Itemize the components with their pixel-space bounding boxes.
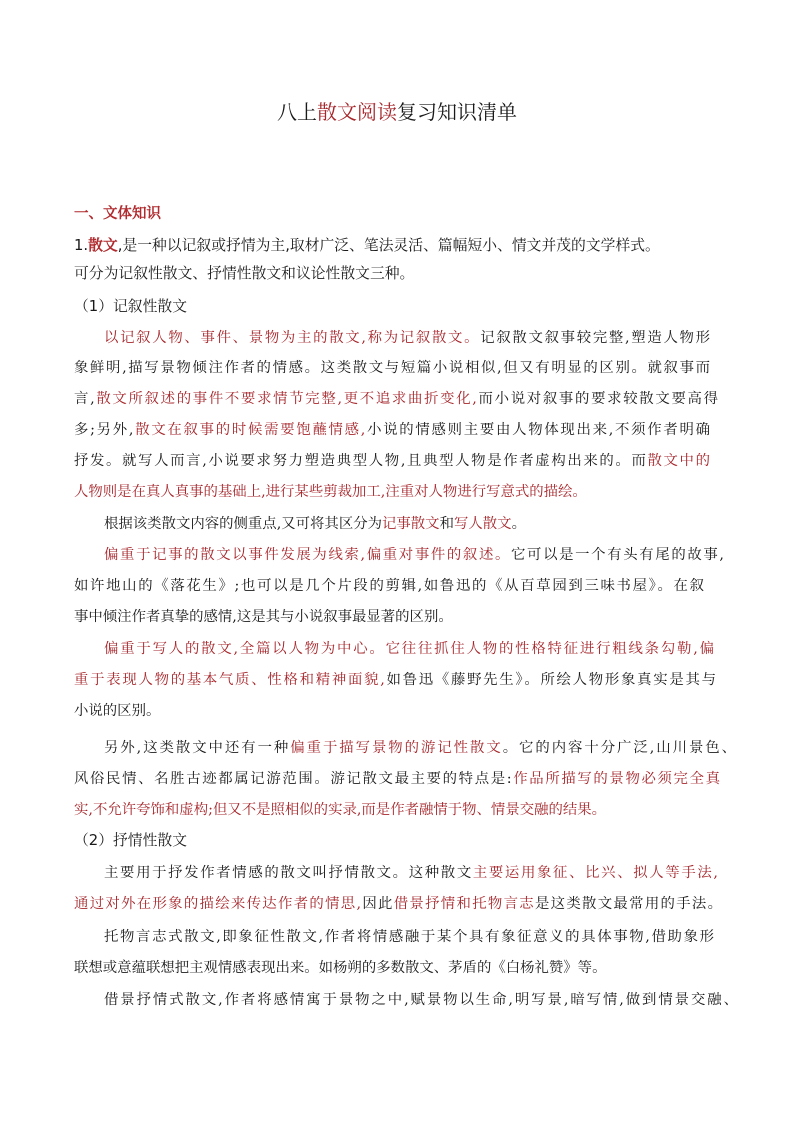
text-span: 抒发。就写人而言,小说要求努力塑造典型人物,且典型人物是作者虚构出来的。而 xyxy=(74,453,648,469)
text-span: 。它的内容十分广泛,山川景色、 xyxy=(502,740,737,756)
paragraph-line: 借景抒情式散文,作者将感情寓于景物之中,赋景物以生命,明写景,暗写情,做到情景交融、 xyxy=(104,992,738,1008)
text-span: 它可以是一个有头有尾的故事, xyxy=(511,547,725,563)
text-span: 小说的情感则主要由人物体现出来,不须作者明确 xyxy=(365,422,711,438)
text-span: 借景抒情和托物言志 xyxy=(393,896,535,912)
paragraph-line xyxy=(104,327,710,349)
text-span: 记事散文 xyxy=(382,516,440,532)
text-span: 写人散文 xyxy=(453,516,512,532)
paragraph-line: 象鲜明,描写景物倾注作者的情感。这类散文与短篇小说相似,但又有明显的区别。就叙事而 xyxy=(74,360,710,376)
text-span: 风俗民情、名胜古迹都属记游范围。游记散文最主要的特点是: xyxy=(74,771,512,787)
paragraph-line xyxy=(74,669,716,691)
paragraph-line xyxy=(74,893,722,915)
subsection-heading: （1）记叙性散文 xyxy=(74,298,187,315)
paragraph-line xyxy=(104,737,736,759)
text-span: 另外,这类散文中还有一种 xyxy=(104,740,291,756)
paragraph-line xyxy=(74,419,710,441)
text-span: 。 xyxy=(511,516,526,532)
definition-number: 1. xyxy=(74,237,89,254)
paragraph-line xyxy=(74,388,718,410)
paragraph-line xyxy=(104,862,718,884)
title-suffix: 复习知识清单 xyxy=(397,100,517,124)
text-span: 散文中的 xyxy=(647,453,710,469)
definition-term: 散文 xyxy=(88,237,118,254)
paragraph-line: 实,不允许夸饰和虚构;但又不是照相似的实录,而是作者融情于物、情景交融的结果。 xyxy=(74,802,607,818)
title-prefix: 八上 xyxy=(277,100,317,124)
text-span: 和 xyxy=(439,516,454,532)
paragraph-line: 托物言志式散文,即象征性散文,作者将情感融于某个具有象征意义的具体事物,借助象形 xyxy=(104,929,714,945)
text-span: 因此 xyxy=(361,896,394,912)
definition-line-2: 可分为记叙性散文、抒情性散文和议论性散文三种。 xyxy=(74,265,415,282)
definition-line xyxy=(74,235,660,257)
paragraph-line: 事中倾注作者真挚的感情,这是其与小说叙事最显著的区别。 xyxy=(74,609,453,625)
text-span: 偏重于记事的散文以事件发展为线索,偏重对事件的叙述。 xyxy=(104,547,512,563)
text-span: 作品所描写的景物必须完全真 xyxy=(511,771,720,787)
paragraph-line xyxy=(104,513,526,535)
text-span: 言, xyxy=(74,391,95,407)
text-span: 以记叙人物、事件、景物为主的散文,称为记叙散文。 xyxy=(104,330,481,346)
text-span: 散文所叙述的事件不要求情节完整,更不追求曲折变化, xyxy=(94,391,477,407)
text-span: 是这类散文最常用的手法。 xyxy=(534,896,722,912)
paragraph-line xyxy=(104,544,724,566)
text-span: 记叙散文叙事较完整,塑造人物形 xyxy=(480,330,711,346)
paragraph-line xyxy=(74,768,720,790)
paragraph-line: 小说的区别。 xyxy=(74,703,161,719)
text-span: 根据该类散文内容的侧重点,又可将其区分为 xyxy=(104,516,382,532)
text-span: 主要运用象征、比兴、拟人等手法, xyxy=(472,865,718,881)
paragraph-line: 人物则是在真人真事的基础上,进行某些剪裁加工,注重对人物进行写意式的描绘。 xyxy=(74,484,587,500)
section-heading: 一、文体知识 xyxy=(74,206,161,222)
text-span: 而小说对叙事的要求较散文要高得 xyxy=(476,391,718,407)
paragraph-line: 联想或意蕴联想把主观情感表现出来。如杨朔的多数散文、茅盾的《白杨礼赞》等。 xyxy=(74,960,607,976)
subsection-heading: （2）抒情性散文 xyxy=(74,832,187,849)
text-span: 散文在叙事的时候需要饱蘸情感, xyxy=(133,422,366,438)
text-span: 如鲁迅《藤野先生》。所绘人物形象真实是其与 xyxy=(384,672,716,688)
text-span: 偏重于描写景物的游记性散文 xyxy=(290,740,503,756)
text-span: 重于表现人物的基本气质、性格和精神面貌, xyxy=(74,672,385,688)
definition-text: ,是一种以记叙或抒情为主,取材广泛、笔法灵活、篇幅短小、情文并茂的文学样式。 xyxy=(117,237,660,254)
text-span: 主要用于抒发作者情感的散文叫抒情散文。这种散文 xyxy=(104,865,473,881)
paragraph-line: 偏重于写人的散文,全篇以人物为中心。它往往抓住人物的性格特征进行粗线条勾勒,偏 xyxy=(104,641,714,657)
text-span: 多;另外, xyxy=(74,422,134,438)
text-span: 通过对外在形象的描绘来传达作者的情思, xyxy=(74,896,362,912)
page-title xyxy=(0,98,794,126)
title-highlight: 散文阅读 xyxy=(317,100,397,124)
paragraph-line: 如许地山的《落花生》;也可以是几个片段的剪辑,如鲁迅的《从百草园到三味书屋》。在叙 xyxy=(74,578,704,594)
paragraph-line xyxy=(74,450,710,472)
